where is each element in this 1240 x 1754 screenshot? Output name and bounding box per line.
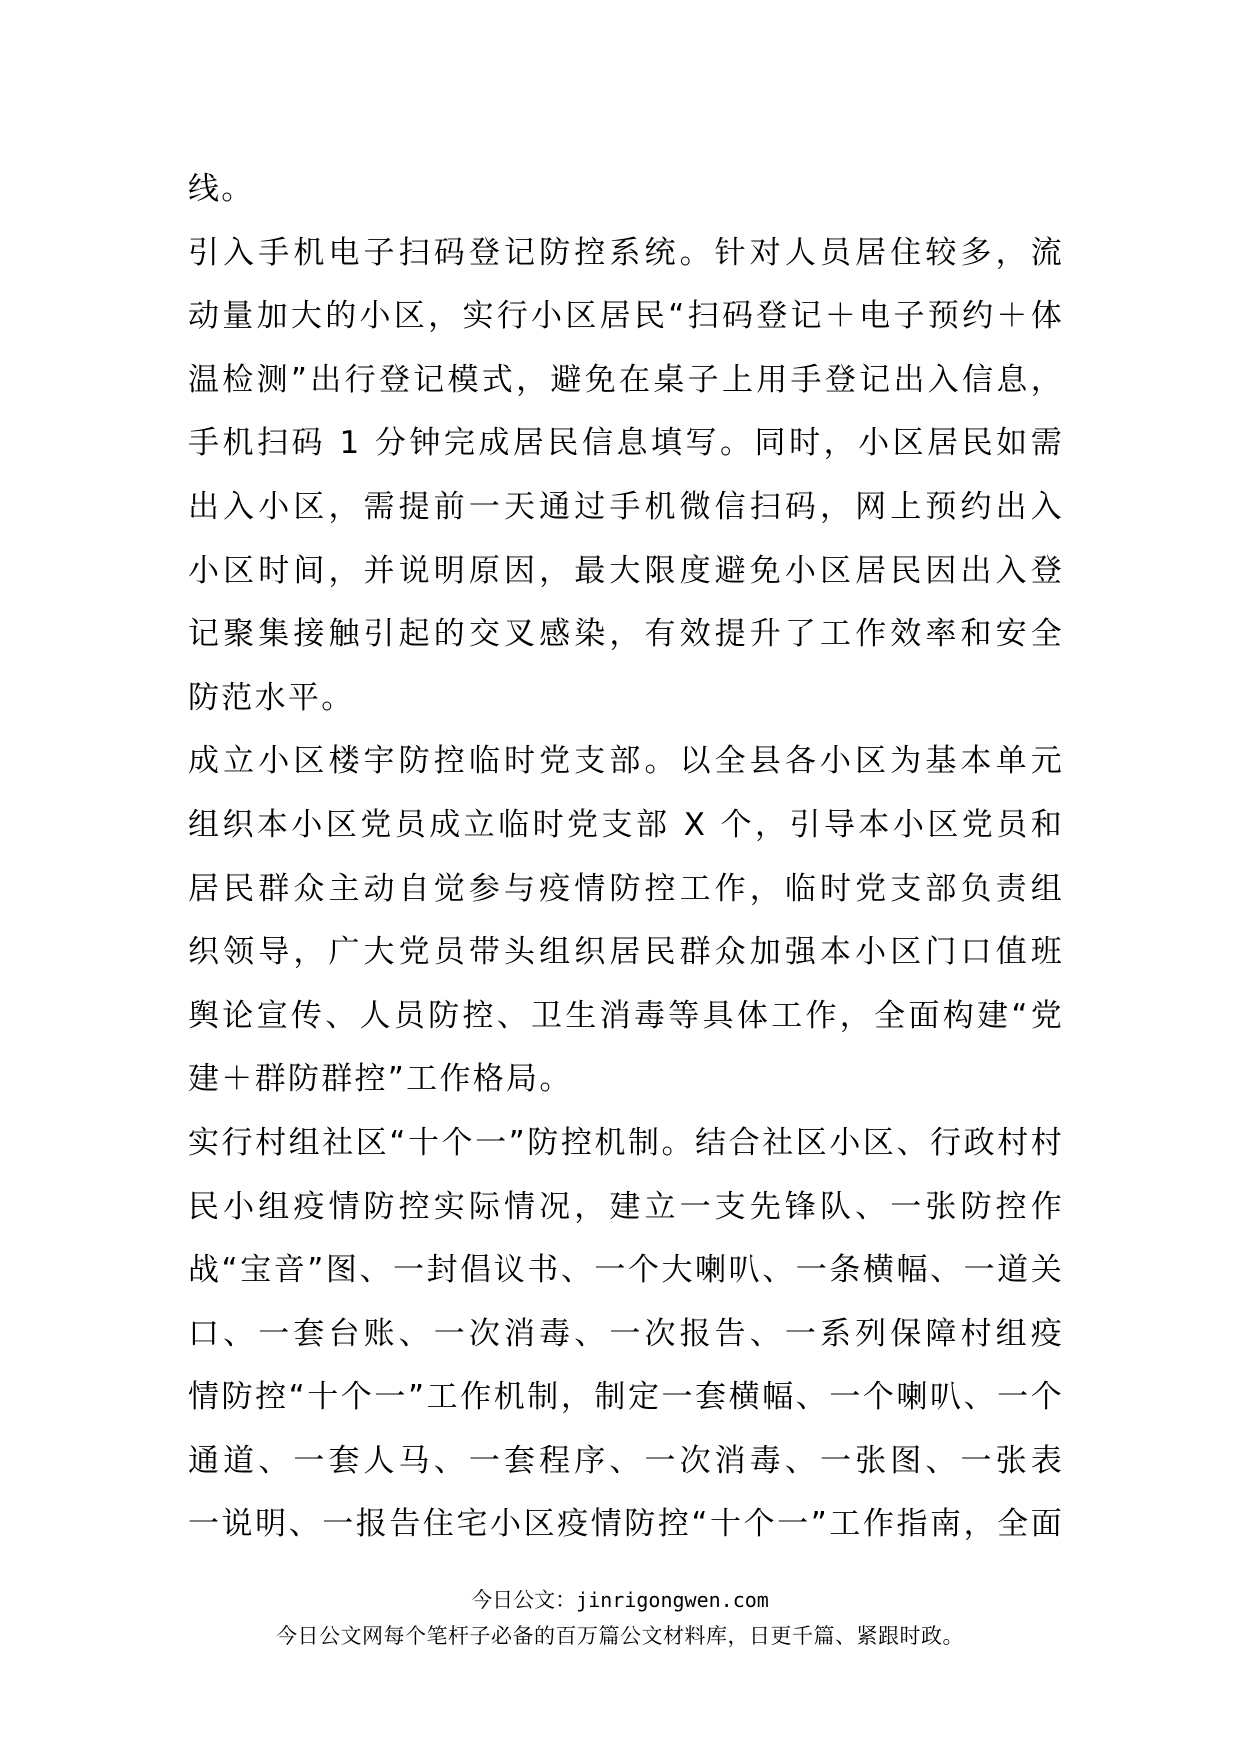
- footer-source: [0, 1584, 1240, 1614]
- text-line: 织领导，广大党员带头组织居民群众加强本小区门口值班: [188, 934, 1064, 971]
- text-line: 战“宝音”图、一封倡议书、一个大喇叭、一条横幅、一道关: [188, 1252, 1064, 1289]
- text-line: 通道、一套人马、一套程序、一次消毒、一张图、一张表: [188, 1442, 1064, 1479]
- text-line: 引入手机电子扫码登记防控系统。针对人员居住较多，流: [188, 234, 1064, 271]
- text-line: 成立小区楼宇防控临时党支部。以全县各小区为基本单元: [188, 743, 1064, 780]
- text-line: 温检测”出行登记模式，避免在桌子上用手登记出入信息，: [188, 361, 1064, 398]
- text-line: 情防控“十个一”工作机制，制定一套横幅、一个喇叭、一个: [188, 1379, 1064, 1416]
- text-line: 线。: [188, 171, 255, 207]
- text-line: 小区时间，并说明原因，最大限度避免小区居民因出入登: [188, 552, 1064, 589]
- text-line: 记聚集接触引起的交叉感染，有效提升了工作效率和安全: [188, 616, 1064, 653]
- text-line: 舆论宣传、人员防控、卫生消毒等具体工作，全面构建“党: [188, 997, 1064, 1034]
- footer-source-url[interactable]: jinrigongwen.com: [576, 1588, 769, 1612]
- text-line: 居民群众主动自觉参与疫情防控工作，临时党支部负责组: [188, 870, 1064, 907]
- text-line: 建＋群防群控”工作格局。: [188, 1061, 573, 1098]
- document-body: [188, 158, 1064, 1557]
- text-line: 动量加大的小区，实行小区居民“扫码登记＋电子预约＋体: [188, 298, 1064, 335]
- text-line: 一说明、一报告住宅小区疫情防控“十个一”工作指南，全面: [188, 1506, 1064, 1543]
- text-line: 出入小区，需提前一天通过手机微信扫码，网上预约出入: [188, 488, 1064, 525]
- footer-slogan: 今日公文网每个笔杆子必备的百万篇公文材料库，日更千篇、紧跟时政。: [276, 1624, 964, 1648]
- text-line: 防范水平。: [188, 679, 355, 716]
- text-line: 实行村组社区“十个一”防控机制。结合社区小区、行政村村: [188, 1124, 1064, 1161]
- text-line: 组织本小区党员成立临时党支部 X 个，引导本小区党员和: [188, 806, 1064, 843]
- footer-source-label: 今日公文：: [471, 1588, 577, 1612]
- text-line: 口、一套台账、一次消毒、一次报告、一系列保障村组疫: [188, 1315, 1064, 1352]
- text-line: 民小组疫情防控实际情况，建立一支先锋队、一张防控作: [188, 1188, 1064, 1225]
- text-line: 手机扫码 1 分钟完成居民信息填写。同时，小区居民如需: [188, 425, 1064, 462]
